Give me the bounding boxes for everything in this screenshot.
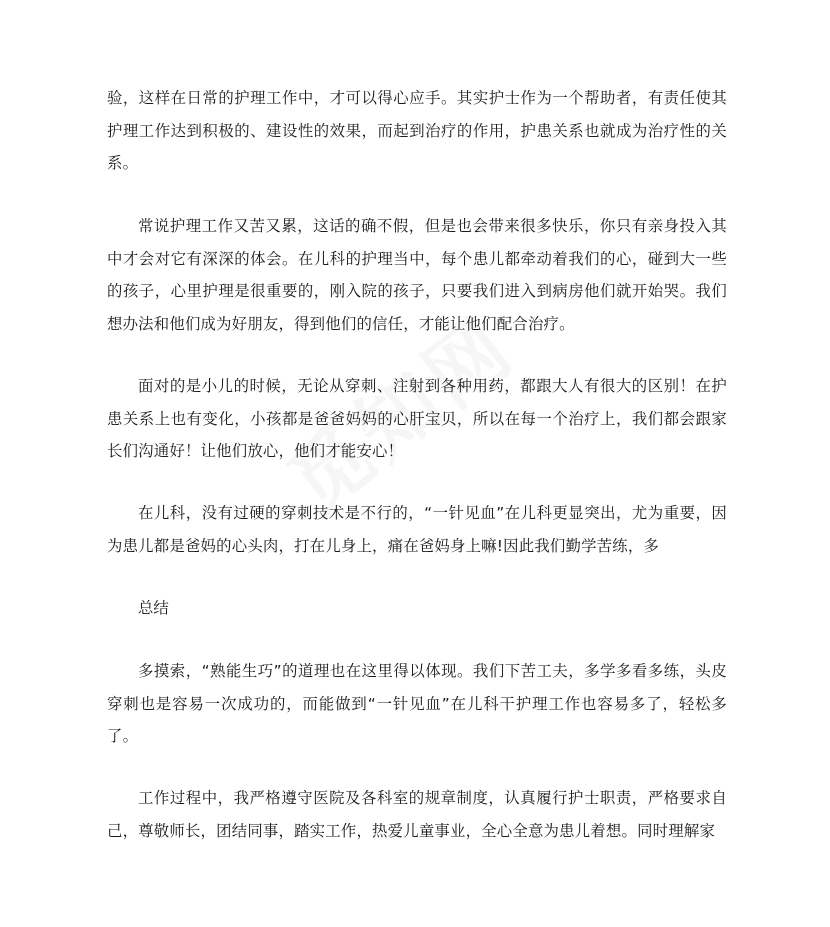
paragraph-3: 面对的是小儿的时候，无论从穿刺、注射到各种用药，都跟大人有很大的区别！在护患关系上也有变化，小孩都是爸爸妈妈的心肝宝贝，所以在每一个治疗上，我们都会跟家长们沟通好！让他们放心，他们才能安心！ xyxy=(107,377,727,460)
paragraph-1: 验，这样在日常的护理工作中，才可以得心应手。其实护士作为一个帮助者，有责任使其护理工作达到积极的、建设性的效果，而起到治疗的作用，护患关系也就成为治疗性的关系。 xyxy=(107,89,727,172)
paragraph-2: 常说护理工作又苦又累，这话的确不假，但是也会带来很多快乐，你只有亲身投入其中才会对它有深深的体会。在儿科的护理当中，每个患儿都牵动着我们的心，碰到大一些的孩子，心里护理是很重要的，刚入院的孩子，只要我们进入到病房他们就开始哭。我们想办法和他们成为好朋友，得到他们的信任，才能让他们配合治疗。 xyxy=(107,217,727,333)
paragraph-4: 在儿科，没有过硬的穿刺技术是不行的，“一针见血”在儿科更显突出，尤为重要，因为患儿都是爸妈的心头肉，打在儿身上，痛在爸妈身上嘛!因此我们勤学苦练，多 xyxy=(107,504,727,555)
paragraph-6: 工作过程中，我严格遵守医院及各科室的规章制度，认真履行护士职责，严格要求自己，尊敬师长，团结同事，踏实工作，热爱儿童事业，全心全意为患儿着想。同时理解家 xyxy=(107,789,727,840)
paragraph-5: 多摸索，“熟能生巧”的道理也在这里得以体现。我们下苦工夫，多学多看多练，头皮穿刺也是容易一次成功的，而能做到“一针见血”在儿科干护理工作也容易多了，轻松多了。 xyxy=(107,662,727,745)
section-heading: 总结 xyxy=(138,599,169,617)
